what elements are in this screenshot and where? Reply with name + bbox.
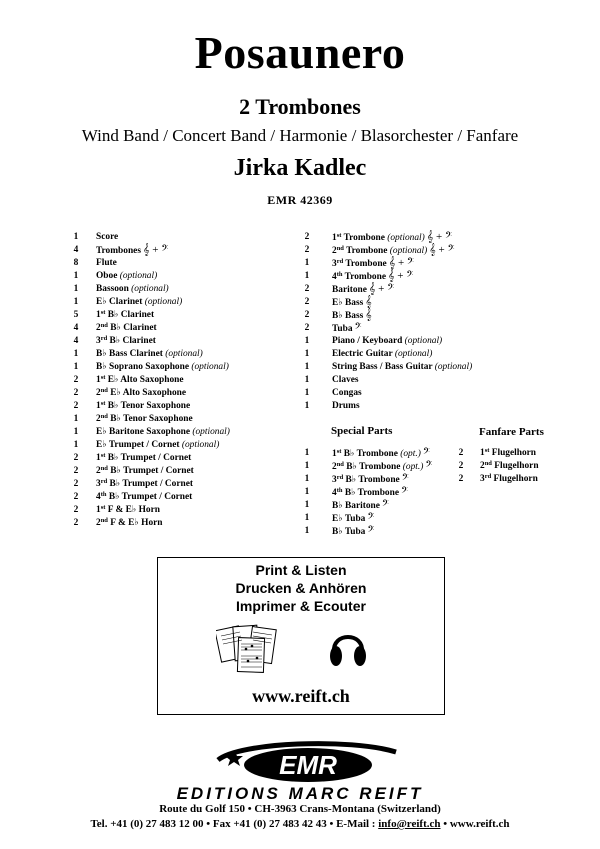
- clef-icon: 𝄢: [354, 322, 362, 334]
- part-row: [302, 460, 462, 473]
- part-name: 4th B♭ Trombone 𝄢: [332, 486, 409, 498]
- part-quantity: 1: [73, 427, 79, 437]
- print-listen-fr: Imprimer & Ecouter: [236, 598, 366, 614]
- part-quantity: 1: [73, 284, 79, 294]
- part-row: [302, 309, 532, 322]
- part-name: Bassoon (optional): [96, 284, 169, 294]
- logo-text: EMR: [279, 750, 337, 780]
- sheet-music-icon: [216, 622, 284, 674]
- part-note: (optional): [434, 362, 473, 372]
- part-name: Tuba 𝄢: [332, 322, 362, 334]
- part-quantity: 1: [73, 271, 79, 281]
- part-row: [456, 473, 586, 486]
- publisher-address: Route du Golf 150 • CH-3963 Crans-Montana (Switzerland): [159, 803, 441, 815]
- part-row: [71, 465, 301, 478]
- part-row: [71, 504, 301, 517]
- print-listen-de: Drucken & Anhören: [235, 580, 367, 596]
- part-quantity: 1: [304, 461, 310, 471]
- part-row: [302, 512, 462, 525]
- box-website-link[interactable]: www.reift.ch: [252, 686, 350, 706]
- emr-logo: [200, 738, 410, 788]
- part-quantity: 1: [73, 349, 79, 359]
- part-row: [456, 460, 586, 473]
- part-name: 3rd B♭ Trombone 𝄢: [332, 473, 409, 485]
- part-name: 2nd B♭ Trumpet / Cornet: [96, 465, 194, 476]
- part-note: (optional): [387, 233, 425, 243]
- part-row: [302, 348, 532, 361]
- part-quantity: 2: [73, 518, 79, 528]
- part-quantity: 1: [304, 388, 310, 398]
- part-row: [302, 335, 532, 348]
- part-row: [71, 244, 301, 257]
- part-name: String Bass / Bass Guitar (optional): [332, 362, 473, 372]
- part-quantity: 2: [458, 448, 464, 458]
- part-quantity: 1: [304, 500, 310, 510]
- catalog-number: EMR 42369: [267, 193, 333, 207]
- part-row: [71, 387, 301, 400]
- clef-icon: 𝄢: [401, 473, 409, 485]
- part-row: [302, 361, 532, 374]
- part-name: B♭ Bass 𝄞: [332, 309, 372, 321]
- part-quantity: 1: [304, 401, 310, 411]
- fanfare-parts-list: [456, 447, 586, 486]
- part-name: 2nd B♭ Tenor Saxophone: [96, 413, 193, 424]
- part-row: [71, 257, 301, 270]
- part-row: [71, 413, 301, 426]
- part-quantity: 1: [304, 349, 310, 359]
- part-name: Claves: [332, 375, 359, 385]
- clef-icon: 𝄢: [400, 486, 409, 498]
- part-name: Drums: [332, 401, 360, 411]
- part-quantity: 2: [73, 375, 79, 385]
- print-listen-en: Print & Listen: [255, 562, 347, 578]
- part-quantity: 2: [73, 388, 79, 398]
- part-name: B♭ Baritone 𝄢: [332, 499, 389, 511]
- part-quantity: 1: [304, 271, 310, 281]
- part-name: Congas: [332, 388, 362, 398]
- part-name: Trombones 𝄞 + 𝄢: [96, 244, 169, 256]
- part-row: [71, 439, 301, 452]
- part-name: 2nd Trombone (optional) 𝄞 + 𝄢: [332, 244, 455, 256]
- part-quantity: 1: [73, 232, 79, 242]
- publisher-contact: [0, 818, 600, 830]
- part-row: [71, 517, 301, 530]
- part-row: [71, 296, 301, 309]
- website-link[interactable]: • www.reift.ch: [440, 818, 510, 830]
- part-name: B♭ Soprano Saxophone (optional): [96, 362, 229, 372]
- parts-list-left: [71, 231, 301, 530]
- special-parts-heading: Special Parts: [331, 425, 393, 437]
- part-name: 1st B♭ Clarinet: [96, 309, 155, 320]
- clef-icon: 𝄢: [367, 525, 375, 537]
- part-name: 3rd Trombone 𝄞 + 𝄢: [332, 257, 414, 269]
- part-row: [302, 387, 532, 400]
- part-quantity: 1: [304, 448, 310, 458]
- part-quantity: 4: [73, 336, 79, 346]
- part-quantity: 2: [304, 232, 310, 242]
- clef-icon: 𝄞 + 𝄢: [426, 231, 453, 243]
- part-name: E♭ Trumpet / Cornet (optional): [96, 440, 220, 450]
- part-quantity: 2: [304, 297, 310, 307]
- part-quantity: 8: [73, 258, 79, 268]
- part-row: [71, 283, 301, 296]
- part-row: [71, 426, 301, 439]
- headphones-icon: [328, 622, 368, 672]
- part-note: (optional): [165, 349, 203, 359]
- clef-icon: 𝄞 + 𝄢: [388, 257, 414, 269]
- part-quantity: 1: [304, 474, 310, 484]
- part-quantity: 1: [304, 258, 310, 268]
- part-name: Baritone 𝄞 + 𝄢: [332, 283, 395, 295]
- part-name: B♭ Tuba 𝄢: [332, 525, 375, 537]
- part-name: 4th B♭ Trumpet / Cornet: [96, 491, 193, 502]
- part-note: (optional): [181, 440, 220, 450]
- part-quantity: 2: [304, 284, 310, 294]
- part-quantity: 1: [304, 487, 310, 497]
- part-note: (optional): [144, 297, 183, 307]
- part-row: [71, 322, 301, 335]
- part-name: 2nd B♭ Clarinet: [96, 322, 157, 333]
- part-name: 1st Flugelhorn: [480, 447, 537, 458]
- part-name: Score: [96, 232, 119, 242]
- part-quantity: 1: [73, 440, 79, 450]
- part-quantity: 2: [73, 401, 79, 411]
- part-row: [456, 447, 586, 460]
- part-quantity: 2: [73, 505, 79, 515]
- part-row: [302, 499, 462, 512]
- part-quantity: 2: [458, 461, 464, 471]
- part-row: [302, 525, 462, 538]
- part-name: 1st E♭ Alto Saxophone: [96, 374, 184, 385]
- part-quantity: 4: [73, 323, 79, 333]
- part-name: Flute: [96, 258, 117, 268]
- part-row: [71, 270, 301, 283]
- publisher-name: EDITIONS MARC REIFT: [176, 784, 424, 803]
- part-row: [302, 400, 532, 413]
- print-listen-box: [157, 557, 445, 715]
- part-row: [71, 478, 301, 491]
- part-quantity: 2: [304, 323, 310, 333]
- part-row: [71, 309, 301, 322]
- part-quantity: 2: [458, 474, 464, 484]
- part-name: 1st B♭ Trumpet / Cornet: [96, 452, 192, 463]
- part-quantity: 1: [304, 526, 310, 536]
- part-quantity: 2: [73, 492, 79, 502]
- part-row: [302, 244, 532, 257]
- part-row: [71, 374, 301, 387]
- clef-icon: 𝄞 + 𝄢: [429, 244, 455, 256]
- composer-name: Jirka Kadlec: [233, 155, 367, 181]
- part-name: 2nd F & E♭ Horn: [96, 517, 163, 528]
- part-name: 1st B♭ Tenor Saxophone: [96, 400, 191, 411]
- part-quantity: 1: [73, 362, 79, 372]
- part-name: 2nd B♭ Trombone (opt.) 𝄢: [332, 460, 433, 472]
- clef-icon: 𝄞: [365, 309, 372, 321]
- part-quantity: 1: [304, 513, 310, 523]
- part-note: (opt.): [400, 449, 421, 459]
- part-name: 1st Trombone (optional) 𝄞 + 𝄢: [332, 231, 453, 243]
- part-row: [302, 257, 532, 270]
- fanfare-parts-heading: Fanfare Parts: [479, 426, 544, 438]
- part-quantity: 2: [73, 453, 79, 463]
- part-quantity: 2: [73, 479, 79, 489]
- part-row: [71, 361, 301, 374]
- part-quantity: 1: [73, 414, 79, 424]
- part-row: [302, 296, 532, 309]
- part-name: 2nd E♭ Alto Saxophone: [96, 387, 187, 398]
- part-quantity: 5: [73, 310, 79, 320]
- clef-icon: 𝄞 + 𝄢: [368, 283, 395, 295]
- part-name: 3rd B♭ Trumpet / Cornet: [96, 478, 194, 489]
- part-row: [302, 486, 462, 499]
- part-name: E♭ Bass 𝄞: [332, 296, 372, 308]
- part-row: [71, 348, 301, 361]
- part-note: (optional): [389, 246, 428, 256]
- part-row: [302, 283, 532, 296]
- clef-icon: 𝄞: [365, 296, 372, 308]
- part-name: Oboe (optional): [96, 271, 158, 281]
- ensemble-types: Wind Band / Concert Band / Harmonie / Blasorchester / Fanfare: [81, 126, 519, 145]
- clef-icon: 𝄢: [425, 460, 433, 472]
- part-row: [302, 322, 532, 335]
- part-name: 3rd Flugelhorn: [480, 473, 538, 484]
- part-note: (optional): [131, 284, 169, 294]
- part-quantity: 2: [73, 466, 79, 476]
- parts-list-right: [302, 231, 532, 413]
- part-name: Electric Guitar (optional): [332, 349, 433, 359]
- part-name: E♭ Tuba 𝄢: [332, 512, 375, 524]
- clef-icon: 𝄞 + 𝄢: [142, 244, 169, 256]
- part-quantity: 1: [304, 375, 310, 385]
- subtitle: 2 Trombones: [239, 94, 361, 119]
- part-quantity: 1: [73, 297, 79, 307]
- part-note: (optional): [394, 349, 433, 359]
- part-note: (optional): [191, 362, 229, 372]
- contact-phone-fax: Tel. +41 (0) 27 483 12 00 • Fax +41 (0) 27 483 42 43 • E-Mail :: [90, 818, 379, 830]
- page-title: Posaunero: [194, 27, 406, 78]
- part-row: [71, 452, 301, 465]
- part-name: 1st B♭ Trombone (opt.) 𝄢: [332, 447, 430, 459]
- part-note: (optional): [404, 336, 443, 346]
- part-row: [71, 491, 301, 504]
- part-name: 1st F & E♭ Horn: [96, 504, 160, 515]
- part-name: 2nd Flugelhorn: [480, 460, 539, 471]
- email-link[interactable]: info@reift.ch: [378, 818, 441, 830]
- part-row: [302, 231, 532, 244]
- part-name: E♭ Clarinet (optional): [96, 297, 183, 307]
- part-row: [71, 231, 301, 244]
- part-note: (optional): [192, 427, 230, 437]
- part-name: Piano / Keyboard (optional): [332, 336, 443, 346]
- part-row: [71, 335, 301, 348]
- part-quantity: 4: [73, 245, 79, 255]
- part-name: 3rd B♭ Clarinet: [96, 335, 156, 346]
- part-name: E♭ Baritone Saxophone (optional): [96, 427, 230, 437]
- part-row: [302, 374, 532, 387]
- part-name: B♭ Bass Clarinet (optional): [96, 349, 203, 359]
- part-quantity: 1: [304, 362, 310, 372]
- clef-icon: 𝄞 + 𝄢: [387, 270, 414, 282]
- special-parts-list: [302, 447, 462, 538]
- part-row: [302, 447, 462, 460]
- part-note: (opt.): [402, 462, 424, 472]
- part-name: 4th Trombone 𝄞 + 𝄢: [332, 270, 414, 282]
- part-quantity: 2: [304, 245, 310, 255]
- part-quantity: 2: [304, 310, 310, 320]
- part-note: (optional): [119, 271, 158, 281]
- part-row: [302, 473, 462, 486]
- part-quantity: 1: [304, 336, 310, 346]
- clef-icon: 𝄢: [422, 447, 430, 459]
- part-row: [71, 400, 301, 413]
- clef-icon: 𝄢: [381, 499, 389, 511]
- clef-icon: 𝄢: [367, 512, 375, 524]
- part-row: [302, 270, 532, 283]
